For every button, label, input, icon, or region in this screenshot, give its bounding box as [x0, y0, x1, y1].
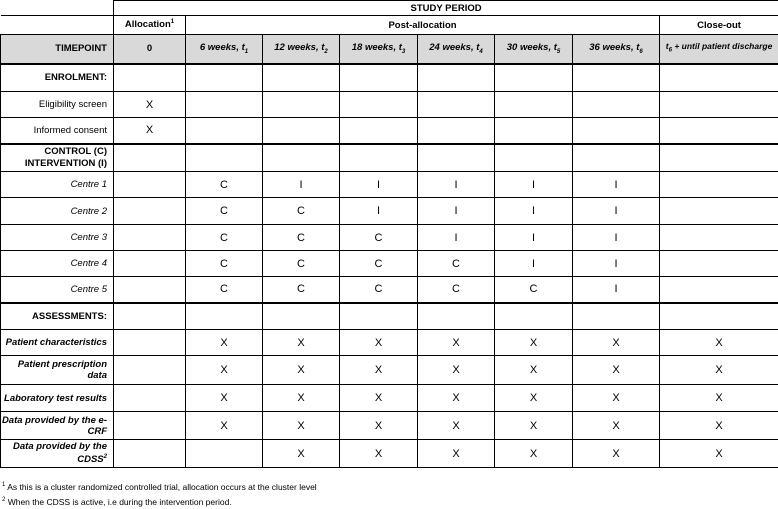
cell-mark: X — [495, 440, 573, 468]
row-label: Eligibility screen — [1, 92, 114, 118]
blank-corner-2 — [1, 16, 114, 35]
cell-mark: I — [495, 225, 573, 251]
cell-mark: X — [418, 356, 495, 385]
cell-mark: C — [186, 225, 263, 251]
cell-mark: X — [186, 385, 263, 412]
cell-mark: C — [340, 277, 418, 303]
row-label: Centre 1 — [1, 172, 114, 198]
cell-mark: X — [186, 412, 263, 440]
cell-mark: I — [495, 198, 573, 225]
timepoint-6: 36 weeks, $t_6$ — [573, 35, 660, 64]
cell-mark: I — [573, 198, 660, 225]
cell-mark: X — [263, 385, 340, 412]
table-row — [1, 330, 778, 356]
cell-mark: X — [186, 330, 263, 356]
study-period-header: STUDY PERIOD — [114, 1, 778, 16]
timepoint-5: 30 weeks, $t_5$ — [495, 35, 573, 64]
cell-mark: I — [263, 172, 340, 198]
cell-mark: X — [114, 118, 186, 144]
cell-mark: X — [263, 356, 340, 385]
cell-mark: I — [495, 172, 573, 198]
cell-mark: I — [418, 172, 495, 198]
cell-mark: X — [340, 412, 418, 440]
table-row — [1, 118, 778, 144]
cell-mark: C — [186, 198, 263, 225]
blank-corner — [1, 1, 114, 16]
cell-mark: X — [573, 356, 660, 385]
table-row — [1, 251, 778, 277]
table-row — [1, 356, 778, 385]
footnote: $^2$ When the CDSS is active, i.e during the intervention period. — [2, 494, 317, 509]
cell-mark: X — [340, 356, 418, 385]
cell-mark: X — [495, 330, 573, 356]
cell-mark: X — [263, 330, 340, 356]
post-allocation-header: Post-allocation — [186, 16, 660, 35]
cell-mark: X — [186, 356, 263, 385]
cell-mark: X — [573, 385, 660, 412]
table-row — [1, 172, 778, 198]
cell-mark: X — [660, 385, 778, 412]
cell-mark: X — [573, 440, 660, 468]
cell-mark: X — [418, 330, 495, 356]
cell-mark: X — [263, 412, 340, 440]
cell-mark: X — [573, 412, 660, 440]
cell-mark: C — [340, 251, 418, 277]
table-row — [1, 385, 778, 412]
row-label: Centre 2 — [1, 198, 114, 225]
cell-mark: I — [573, 251, 660, 277]
cell-mark: X — [418, 385, 495, 412]
footnote: $^1$ As this is a cluster randomized controlled trial, allocation occurs at the cluster level — [2, 479, 317, 494]
row-label: Centre 5 — [1, 277, 114, 303]
cell-mark: X — [660, 356, 778, 385]
cell-mark: I — [573, 277, 660, 303]
table-row — [1, 412, 778, 440]
cell-mark: X — [660, 440, 778, 468]
cell-mark: C — [263, 251, 340, 277]
timepoint-label: TIMEPOINT — [1, 35, 114, 64]
row-label: Laboratory test results — [1, 385, 114, 412]
cell-mark: X — [114, 92, 186, 118]
cell-mark: C — [186, 277, 263, 303]
cell-mark: X — [660, 412, 778, 440]
cell-mark: X — [418, 440, 495, 468]
table-row — [1, 440, 778, 468]
cell-mark: C — [263, 225, 340, 251]
table-row — [1, 225, 778, 251]
cell-mark: I — [573, 172, 660, 198]
row-label: Informed consent — [1, 118, 114, 144]
timepoint-4: 24 weeks, $t_4$ — [418, 35, 495, 64]
footnotes — [2, 479, 317, 509]
row-label: Data provided by the e-CRF — [1, 412, 114, 440]
cell-mark: C — [186, 172, 263, 198]
timepoint-zero: 0 — [114, 35, 186, 64]
cell-mark: X — [340, 440, 418, 468]
timepoint-close: $t_6$ + until patient discharge — [660, 35, 778, 64]
row-label: Data provided by the CDSS$^2$ — [1, 440, 114, 468]
cell-mark: I — [340, 172, 418, 198]
cell-mark: I — [340, 198, 418, 225]
control-section-title: CONTROL (C) INTERVENTION (I) — [1, 144, 114, 172]
row-label: Centre 4 — [1, 251, 114, 277]
timepoint-1: 6 weeks, $t_1$ — [186, 35, 263, 64]
enrolment-section-title: ENROLMENT: — [1, 64, 114, 92]
cell-mark: C — [263, 198, 340, 225]
cell-mark: I — [418, 198, 495, 225]
cell-mark: C — [186, 251, 263, 277]
table-row — [1, 198, 778, 225]
cell-mark: X — [495, 356, 573, 385]
row-label: Patient characteristics — [1, 330, 114, 356]
cell-mark: X — [340, 385, 418, 412]
cell-mark: C — [495, 277, 573, 303]
cell-mark: C — [263, 277, 340, 303]
cell-mark: X — [263, 440, 340, 468]
cell-mark — [186, 440, 263, 468]
cell-mark: C — [340, 225, 418, 251]
cell-mark: C — [418, 277, 495, 303]
timepoint-2: 12 weeks, $t_2$ — [263, 35, 340, 64]
cell-mark: X — [660, 330, 778, 356]
cell-mark: I — [573, 225, 660, 251]
cell-mark: X — [495, 385, 573, 412]
assessments-section-title: ASSESSMENTS: — [1, 303, 114, 330]
cell-mark: X — [340, 330, 418, 356]
cell-mark: X — [418, 412, 495, 440]
timepoint-3: 18 weeks, $t_3$ — [340, 35, 418, 64]
row-label: Centre 3 — [1, 225, 114, 251]
close-out-header: Close-out — [660, 16, 778, 35]
allocation-header: Allocation$^1$ — [114, 16, 186, 35]
table-row — [1, 277, 778, 303]
cell-mark: X — [495, 412, 573, 440]
cell-mark: I — [495, 251, 573, 277]
row-label: Patient prescription data — [1, 356, 114, 385]
table-row — [1, 92, 778, 118]
cell-mark: I — [418, 225, 495, 251]
cell-mark: X — [573, 330, 660, 356]
cell-mark: C — [418, 251, 495, 277]
